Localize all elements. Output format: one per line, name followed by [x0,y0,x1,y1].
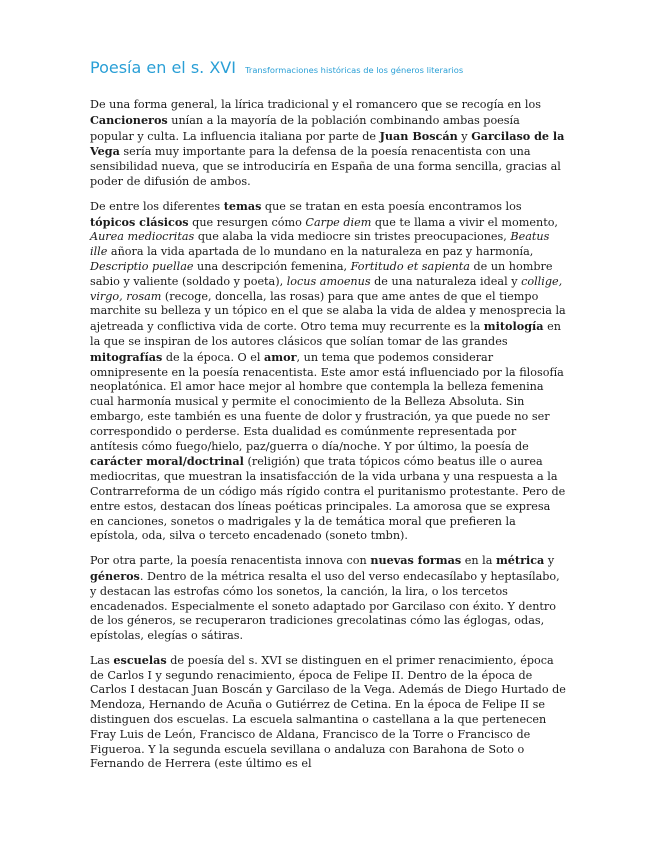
italic-text: locus amoenus [286,274,371,288]
paragraph [90,553,567,644]
text-run: que se tratan en esta poesía encontramos los [261,199,522,213]
bold-text: carácter moral/doctrinal [90,454,244,469]
text-run: sería muy importante para la defensa de la poesía renacentista con una sensibilidad nueva, que se introduciría en España de una forma sencilla, gracias al poder de difusión de ambos. [90,145,561,188]
italic-text: Aurea mediocritas [90,230,195,244]
text-run: de un hombre sabio y valiente (soldado y poeta), [90,259,553,288]
text-run: que resurgen cómo [188,215,306,229]
text-run: (religión) que trata tópicos cómo beatus ille o aurea mediocritas, que muestran la insatisfacción de la vida urbana y una respuesta a la Contrarreforma de un código más rígido contra el puritanismo protestante. Pero de entre estos, destacan dos líneas poéticas principales. La amorosa que se expresa en canciones, sonetos o madrigales y la de temática moral que prefieren la epístola, oda, silva o terceto encadenado (soneto tmbn). [90,455,566,543]
document-header [90,58,567,80]
text-run: una descripción femenina, [193,259,351,273]
bold-text: mitología [483,319,544,334]
paragraph [90,653,567,772]
italic-text: collige, virgo, rosam [90,274,563,303]
document-body [90,98,567,772]
text-run: Por otra parte, la poesía renacentista innova con [90,554,371,568]
italic-text: Fortitudo et sapienta [350,259,470,273]
page-subtitle: Transformaciones históricas de los géneros literarios [245,65,464,75]
italic-text: Carpe diem [305,215,372,229]
text-run: De una forma general, la lírica tradicional y el romancero que se recogía en los [90,98,541,111]
text-run: y [457,129,472,143]
text-run: que te llama a vivir el momento, [371,215,558,229]
bold-text: mitografías [90,349,163,364]
page-title: Poesía en el s. XVI [90,58,236,77]
bold-text: tópicos clásicos [90,214,189,229]
bold-text: métrica [495,553,545,568]
text-run: De entre los diferentes [90,199,224,213]
text-run: en la [461,554,496,568]
text-run: , un tema que podemos considerar omnipresente en la poesía renacentista. Este amor está influenciado por la filosofía neoplatónica. El amor hace mejor al hombre que contempla la belleza femenina cual harmonía musical y permite el conocimiento de la Belleza Absoluta. Sin embargo, este también es una fuente de dolor y frustración, ya que puede no ser correspondido o perderse. Esta dualidad es comúnmente representada por antítesis cómo fuego/hielo, paz/guerra o día/noche. Y por último, la poesía de [90,350,564,453]
bold-text: escuelas [113,652,167,667]
italic-text: Descriptio puellae [90,259,194,273]
bold-text: géneros [90,568,140,583]
text-run: y [544,554,555,568]
paragraph [90,98,567,190]
italic-text: Beatus ille [90,230,550,259]
text-run: unían a la mayoría de la población combinando ambas poesía popular y culta. La influencia italiana por parte de [90,113,520,143]
text-run: . Dentro de la métrica resalta el uso del verso endecasílabo y heptasílabo, y destacan las estrofas cómo los sonetos, la canción, la lira, o los tercetos encadenados. Especialmente el soneto adaptado por Garcilaso con éxito. Y dentro de los géneros, se recuperaron tradiciones grecolatinas cómo las églogas, odas, epístolas, elegías o sátiras. [90,569,560,643]
text-run: añora la vida apartada de lo mundano en la naturaleza en paz y harmonía, [107,245,534,259]
bold-text: temas [223,198,262,213]
bold-text: nuevas formas [370,553,462,568]
bold-text: Garcilaso de la Vega [90,128,565,159]
text-run: Las [90,653,114,667]
bold-text: amor [264,349,297,364]
text-run: en la que se inspiran de los autores clásicos que solían tomar de las grandes [90,320,561,348]
paragraph [90,199,567,544]
bold-text: Cancioneros [90,112,168,127]
bold-text: Juan Boscán [379,128,458,143]
text-run: (recoge, doncella, las rosas) para que ame antes de que el tiempo marchite su belleza y un tópico en el que se alaba la vida de aldea y menosprecia la ajetreada y conflictiva vida de corte. Otro tema muy recurrente es la [90,289,566,334]
text-run: de poesía del s. XVI se distinguen en el primer renacimiento, época de Carlos I y segundo renacimiento, época de Felipe II. Dentro de la época de Carlos I destacan Juan Boscán y Garcilaso de la Vega. Además de Diego Hurtado de Mendoza, Hernando de Acuña o Gutiérrez de Cetina. En la época de Felipe II se distinguen dos escuelas. La escuela salmantina o castellana a la que pertenecen Fray Luis de León, Francisco de Aldana, Francisco de la Torre o Francisco de Figueroa. Y la segunda escuela sevillana o andaluza con Barahona de Soto o Fernando de Herrera (este último es el [90,653,566,771]
text-run: que alaba la vida mediocre sin tristes preocupaciones, [194,230,511,244]
text-run: de una naturaleza ideal y [370,274,522,288]
text-run: de la época. O el [162,350,265,364]
